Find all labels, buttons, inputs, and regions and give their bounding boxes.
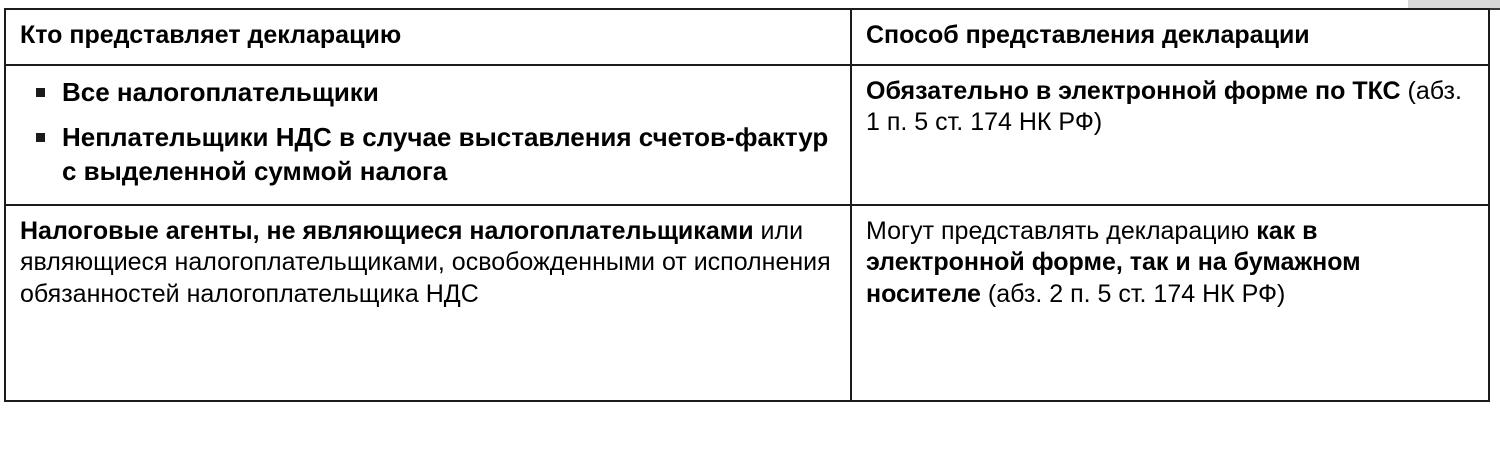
method-both-plain-text: Могут представлять декларацию [866, 216, 1257, 245]
square-bullet-icon [36, 88, 45, 97]
table-header-row [5, 9, 1489, 65]
table-row [5, 205, 1489, 401]
cell-tax-agents [5, 205, 851, 401]
list-item [20, 121, 836, 189]
cell-method-both [851, 205, 1489, 401]
cell-taxpayers-list [5, 65, 851, 205]
tax-agents-bold-text: Налоговые агенты, не являющиеся налогоплательщиками [20, 216, 754, 245]
list-item [20, 76, 836, 110]
column-header-who: Кто представляет декларацию [5, 9, 851, 65]
list-item-label: Все налогоплательщики [62, 76, 379, 107]
list-item-label: Неплательщики НДС в случае выставления счетов-фактур с выделенной суммой налога [62, 122, 829, 187]
taxpayer-bullet-list [20, 76, 836, 189]
method-bold-text: Обязательно в электронной форме по ТКС [866, 76, 1401, 105]
method-both-reference-text: (абз. 2 п. 5 ст. 174 НК РФ) [980, 279, 1286, 308]
cell-method-electronic [851, 65, 1489, 205]
column-header-how: Способ представления декларации [851, 9, 1489, 65]
declaration-table [4, 8, 1490, 402]
method-reference-text: (абз. 1 п. 5 ст. 174 НК РФ) [866, 76, 1462, 136]
tax-agents-plain-text: или являющиеся налогоплательщиками, освобожденными от исполнения обязанностей налогоплательщика НДС [20, 216, 831, 308]
square-bullet-icon [36, 133, 45, 142]
table-row [5, 65, 1489, 205]
method-both-bold-text: как в электронной форме, так и на бумажном носителе [866, 216, 1361, 308]
